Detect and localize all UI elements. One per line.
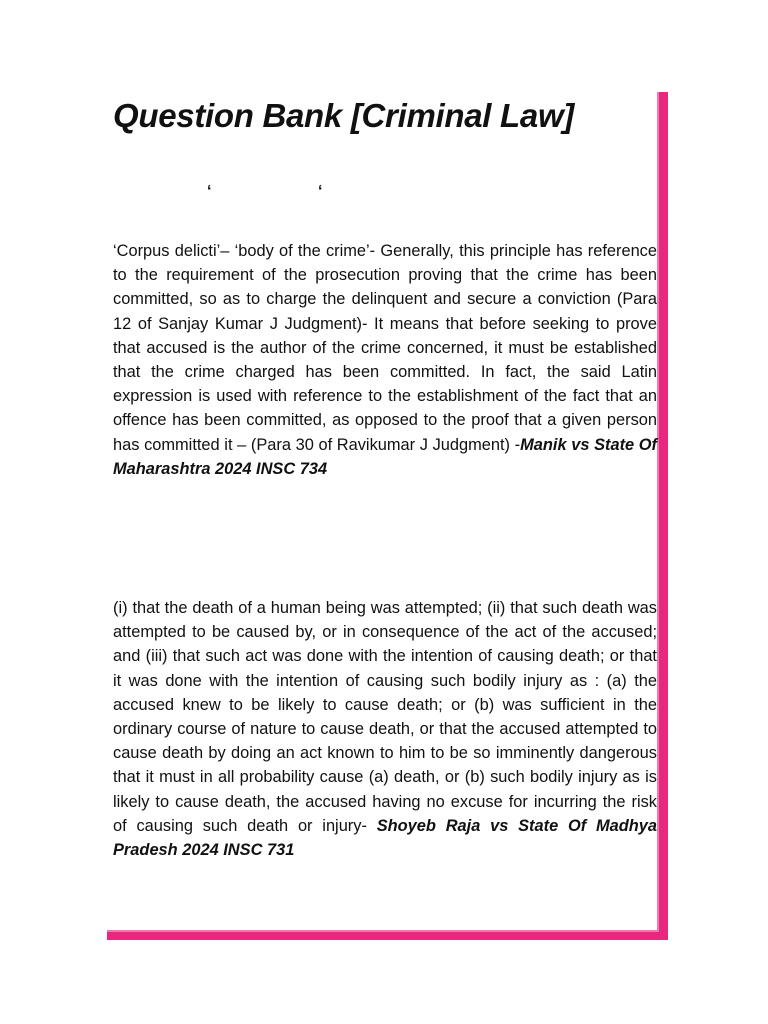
paragraph-text: (i) that the death of a human being was attempted; (ii) that such death was attempted to be caused by, or in consequence of the act of the accused; and (iii) that such act was done with the intention of causing death; or that it was done with the intention of causing such bodily injury as : (a) the accused knew to be likely to cause death; or (b) was sufficient in the ordinary course of nature to cause death, or that the accused attempted to cause death by doing an act known to him to be so imminently dangerous that it must in all probability cause (a) death, or (b) such bodily injury as is likely to cause death, the accused having no excuse for incurring the risk of causing such death or injury-: [113, 599, 657, 835]
stray-quote-mark-1: ‘: [207, 183, 212, 200]
paragraph-corpus-delicti: [113, 239, 657, 481]
paragraph-text: ‘Corpus delicti’– ‘body of the crime’- Generally, this principle has reference to the requirement of the prosecution proving that the crime has been committed, so as to charge the delinquent and secure a conviction (Para 12 of Sanjay Kumar J Judgment)- It means that before seeking to prove that accused is the author of the crime concerned, it must be established that the crime charged has been committed. In fact, the said Latin expression is used with reference to the establishment of the fact that an offence has been committed, as opposed to the proof that a given person has committed it – (Para 30 of Ravikumar J Judgment) -: [113, 242, 657, 454]
case-citation: Manik vs State Of Maharashtra 2024 INSC 734: [113, 435, 657, 478]
paragraph-attempt-to-murder: [113, 596, 657, 862]
page-border-bottom: [107, 932, 668, 940]
stray-quote-mark-2: ‘: [318, 183, 323, 200]
case-citation: Shoyeb Raja vs State Of Madhya Pradesh 2024 INSC 731: [113, 816, 658, 860]
page-border-right: [659, 92, 668, 940]
document-title: Question Bank [Criminal Law]: [113, 97, 574, 134]
